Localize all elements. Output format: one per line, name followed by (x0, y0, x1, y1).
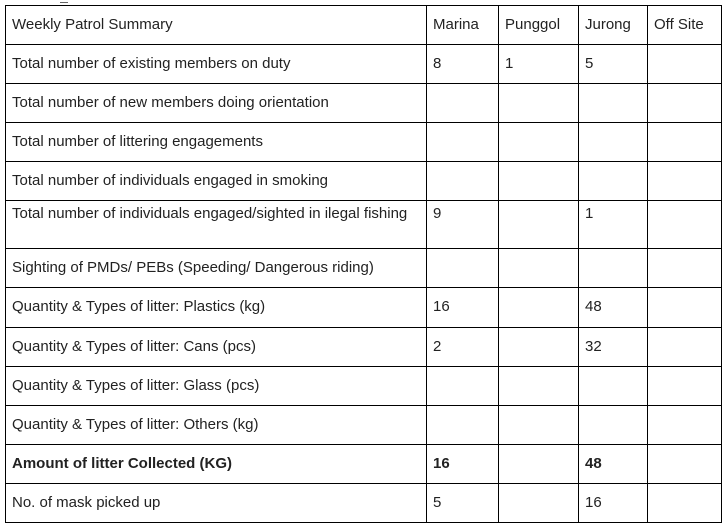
row-label-cell[interactable]: Quantity & Types of litter: Plastics (kg) (6, 288, 427, 328)
row-label-cell[interactable]: Quantity & Types of litter: Others (kg) (6, 406, 427, 445)
row-label-cell[interactable]: Total number of individuals engaged in smoking (6, 162, 427, 201)
marina-cell[interactable] (427, 406, 499, 445)
marina-cell[interactable] (427, 249, 499, 288)
table-row (6, 123, 722, 162)
marina-cell[interactable] (427, 84, 499, 123)
offsite-cell[interactable] (648, 328, 722, 367)
punggol-cell[interactable] (499, 162, 579, 201)
table-row (6, 328, 722, 367)
marina-cell[interactable] (427, 367, 499, 406)
jurong-cell[interactable]: 1 (579, 201, 648, 249)
row-label-cell[interactable]: Total number of individuals engaged/sighted in ilegal fishing (6, 201, 427, 249)
jurong-cell[interactable] (579, 84, 648, 123)
jurong-cell[interactable]: 48 (579, 445, 648, 484)
punggol-cell[interactable] (499, 123, 579, 162)
offsite-cell[interactable] (648, 484, 722, 523)
header-cell-punggol[interactable]: Punggol (499, 6, 579, 45)
table-row-total (6, 445, 722, 484)
table-row (6, 288, 722, 328)
marina-cell[interactable]: 16 (427, 288, 499, 328)
header-cell-marina[interactable]: Marina (427, 6, 499, 45)
jurong-cell[interactable]: 32 (579, 328, 648, 367)
header-row (6, 6, 722, 45)
jurong-cell[interactable] (579, 249, 648, 288)
jurong-cell[interactable]: 16 (579, 484, 648, 523)
punggol-cell[interactable] (499, 328, 579, 367)
offsite-cell[interactable] (648, 162, 722, 201)
punggol-cell[interactable]: 1 (499, 45, 579, 84)
table-row (6, 249, 722, 288)
offsite-cell[interactable] (648, 406, 722, 445)
offsite-cell[interactable] (648, 84, 722, 123)
row-label-cell[interactable]: Sighting of PMDs/ PEBs (Speeding/ Dangerous riding) (6, 249, 427, 288)
row-label-cell[interactable]: Quantity & Types of litter: Cans (pcs) (6, 328, 427, 367)
row-label-cell[interactable]: No. of mask picked up (6, 484, 427, 523)
offsite-cell[interactable] (648, 249, 722, 288)
offsite-cell[interactable] (648, 45, 722, 84)
jurong-cell[interactable] (579, 367, 648, 406)
punggol-cell[interactable] (499, 288, 579, 328)
jurong-cell[interactable]: 48 (579, 288, 648, 328)
row-label-cell[interactable]: Total number of existing members on duty (6, 45, 427, 84)
table-row (6, 162, 722, 201)
table-row (6, 367, 722, 406)
header-cell-title[interactable]: Weekly Patrol Summary (6, 6, 427, 45)
weekly-patrol-summary-table (5, 5, 722, 523)
marina-cell[interactable]: 2 (427, 328, 499, 367)
row-label-cell[interactable]: Total number of new members doing orientation (6, 84, 427, 123)
punggol-cell[interactable] (499, 249, 579, 288)
jurong-cell[interactable] (579, 162, 648, 201)
marina-cell[interactable]: 16 (427, 445, 499, 484)
top-edge-mark (60, 0, 68, 3)
offsite-cell[interactable] (648, 367, 722, 406)
jurong-cell[interactable] (579, 123, 648, 162)
row-label-cell[interactable]: Amount of litter Collected (KG) (6, 445, 427, 484)
table-row (6, 45, 722, 84)
punggol-cell[interactable] (499, 201, 579, 249)
jurong-cell[interactable] (579, 406, 648, 445)
header-cell-offsite[interactable]: Off Site (648, 6, 722, 45)
offsite-cell[interactable] (648, 123, 722, 162)
punggol-cell[interactable] (499, 445, 579, 484)
punggol-cell[interactable] (499, 484, 579, 523)
table-row (6, 406, 722, 445)
offsite-cell[interactable] (648, 288, 722, 328)
row-label-cell[interactable]: Quantity & Types of litter: Glass (pcs) (6, 367, 427, 406)
jurong-cell[interactable]: 5 (579, 45, 648, 84)
marina-cell[interactable] (427, 162, 499, 201)
offsite-cell[interactable] (648, 201, 722, 249)
marina-cell[interactable]: 9 (427, 201, 499, 249)
table-row (6, 484, 722, 523)
marina-cell[interactable]: 8 (427, 45, 499, 84)
table-row (6, 84, 722, 123)
punggol-cell[interactable] (499, 406, 579, 445)
offsite-cell[interactable] (648, 445, 722, 484)
header-cell-jurong[interactable]: Jurong (579, 6, 648, 45)
marina-cell[interactable] (427, 123, 499, 162)
table-row (6, 201, 722, 249)
marina-cell[interactable]: 5 (427, 484, 499, 523)
row-label-cell[interactable]: Total number of littering engagements (6, 123, 427, 162)
punggol-cell[interactable] (499, 367, 579, 406)
punggol-cell[interactable] (499, 84, 579, 123)
